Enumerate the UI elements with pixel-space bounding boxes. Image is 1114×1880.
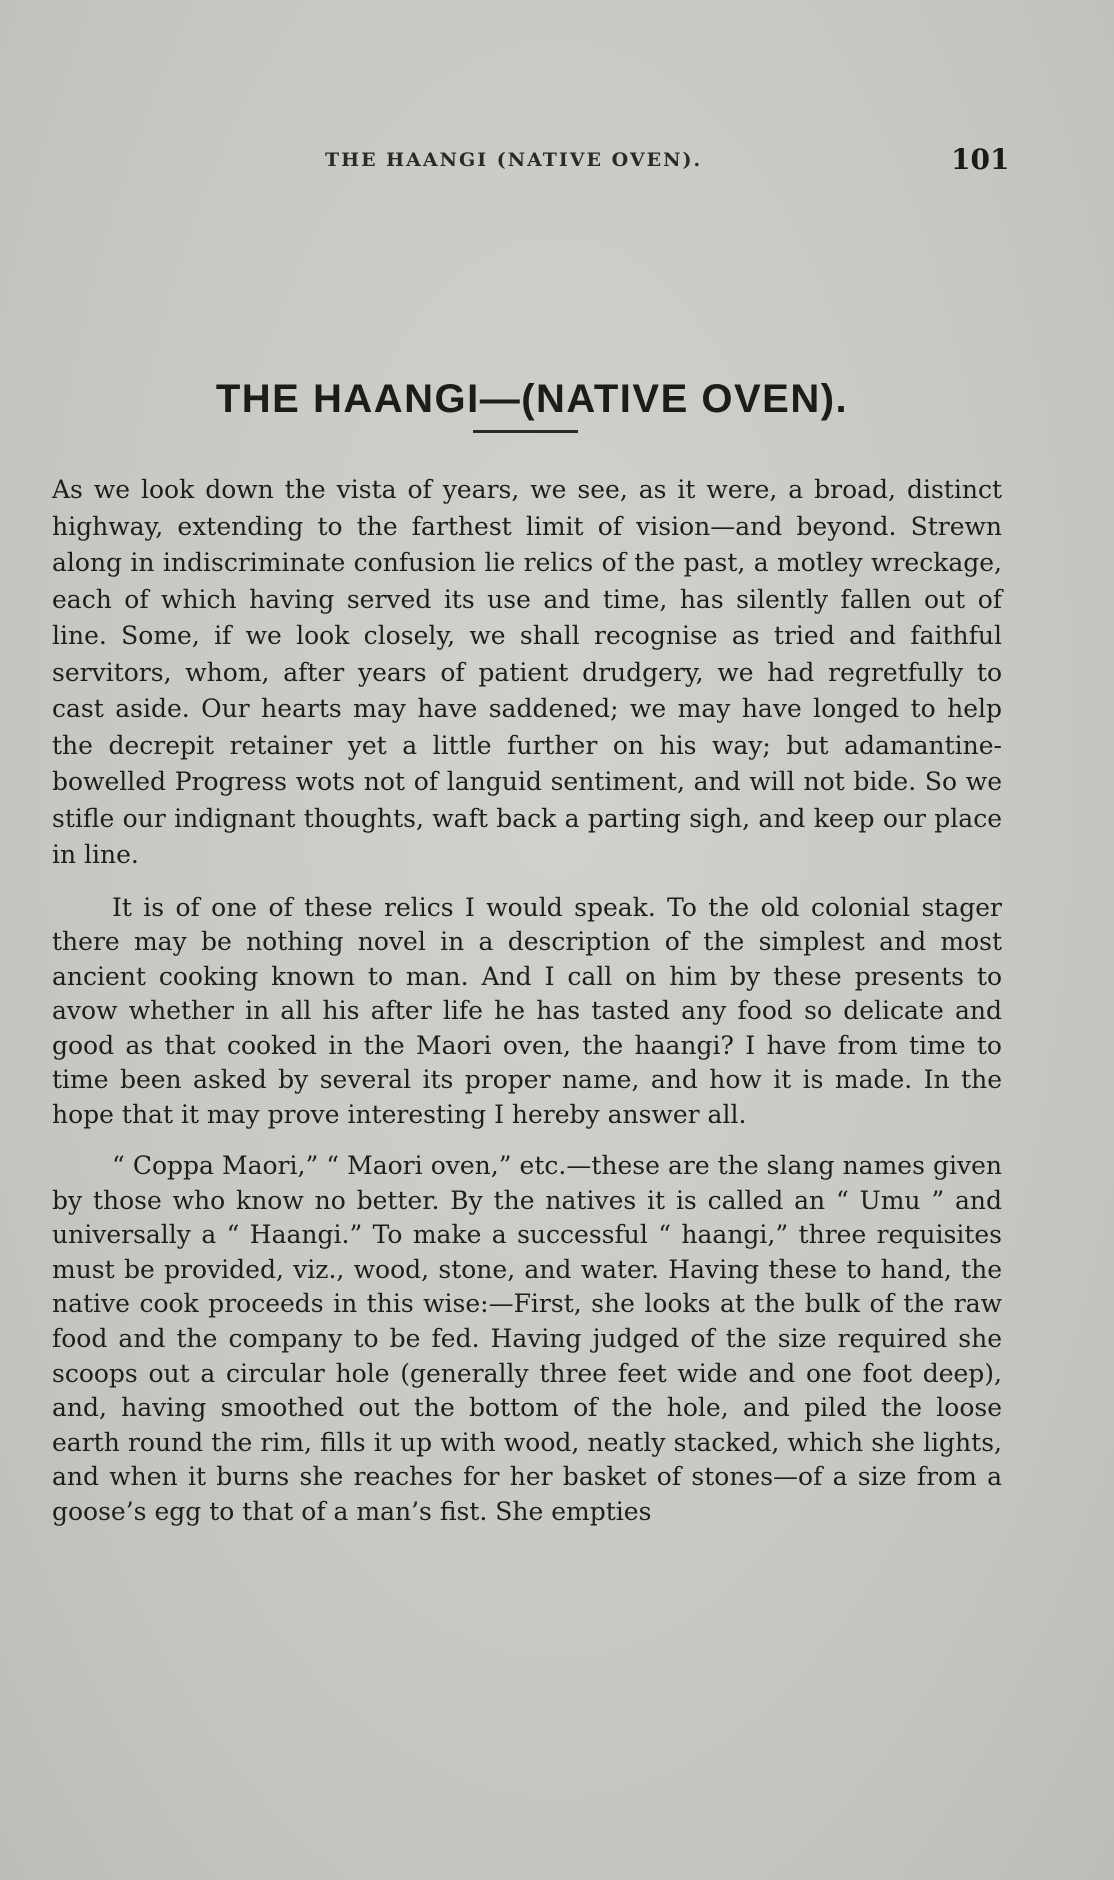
paragraph-1: As we look down the vista of years, we see, as it were, a broad, distinct highway, extending to the farthest limit of vision—and beyond. Strewn along in indiscriminate confusion lie relics of the past, a motley wreckage, each of which having served its use and time, has silently fallen out of line. Some, if we look closely, we shall recognise as tried and faithful servitors, whom, after years of patient drudgery, we had regretfully to cast aside. Our hearts may have saddened; we may have longed to help the decrepit retainer yet a little further on his way; but adamantine-bowelled Progress wots not of languid sentiment, and will not bide. So we stifle our indignant thoughts, waft back a parting sigh, and keep our place in line. xyxy=(52,475,1002,869)
paragraph-2: It is of one of these relics I would speak. To the old colonial stager there may be nothing novel in a description of the simplest and most ancient cooking known to man. And I call on him by these presents to avow whether in all his after life he has tasted any food so delicate and good as that cooked in the Maori oven, the haangi? I have from time to time been asked by several its proper name, and how it is made. In the hope that it may prove interesting I hereby answer all. xyxy=(52,892,1002,1129)
running-header xyxy=(0,143,1114,183)
running-title: THE HAANGI (NATIVE OVEN). xyxy=(325,149,703,171)
body-text xyxy=(52,472,1002,1530)
page-number: 101 xyxy=(951,143,1010,176)
paragraph-3: “ Coppa Maori,” “ Maori oven,” etc.—these are the slang names given by those who know no better. By the natives it is called an “ Umu ” and universally a “ Haangi.” To make a successful “ haangi,” three requisites must be provided, viz., wood, stone, and water. Having these to hand, the native cook proceeds in this wise:—First, she looks at the bulk of the raw food and the company to be fed. Having judged of the size required she scoops out a circular hole (generally three feet wide and one foot deep), and, having smoothed out the bottom of the hole, and piled the loose earth round the rim, fills it up with wood, neatly stacked, which she lights, and when it burns she reaches for her basket of stones—of a size from a goose’s egg to that of a man’s fist. She empties xyxy=(52,1151,1002,1526)
title-divider xyxy=(473,430,578,433)
chapter-title: THE HAANGI—(NATIVE OVEN). xyxy=(215,376,849,421)
